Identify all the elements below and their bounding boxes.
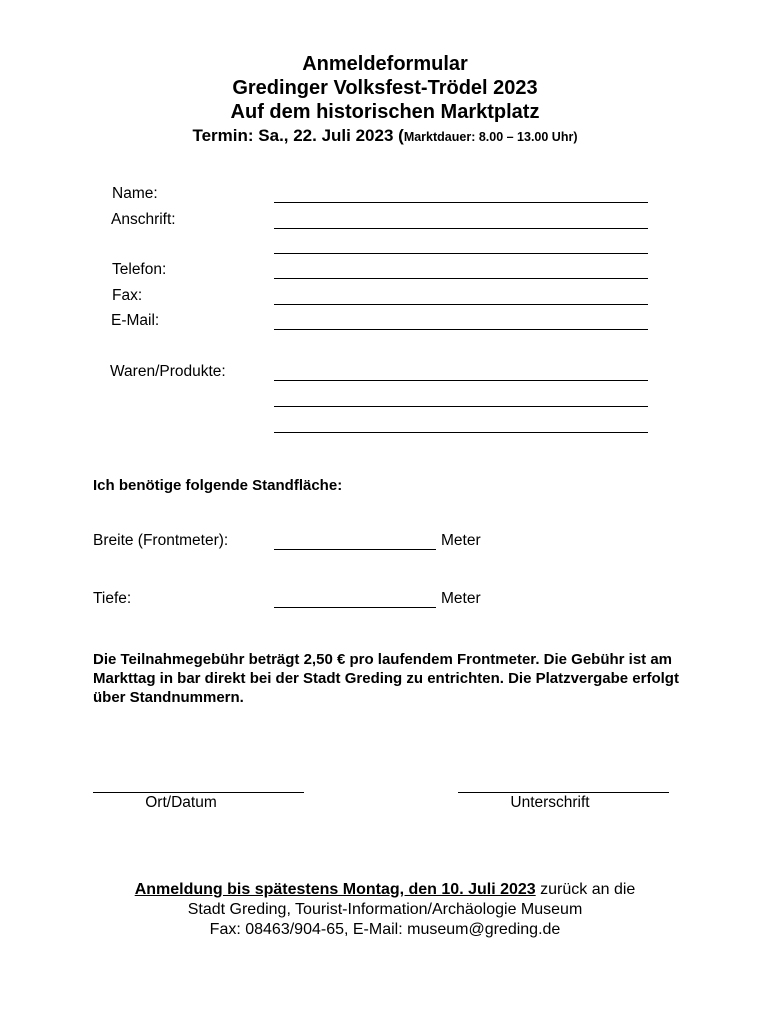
event-name: Gredinger Volksfest-Trödel 2023: [232, 77, 538, 99]
stand-size-heading: Ich benötige folgende Standfläche:: [93, 477, 343, 494]
fee-notice: Die Teilnahmegebühr beträgt 2,50 € pro laufendem Frontmeter. Die Gebühr ist am Markttag in bar direkt bei der Stadt Greding zu entrichten. Die Platzvergabe erfolgt über Standnummern.: [93, 651, 679, 706]
address-label: Anschrift:: [111, 211, 176, 228]
email-label: E-Mail:: [111, 312, 160, 329]
return-instructions: [0, 880, 770, 940]
event-location: Auf dem historischen Marktplatz: [230, 101, 540, 123]
fax-label: Fax:: [112, 287, 143, 304]
depth-label: Tiefe:: [93, 590, 132, 607]
event-date: [0, 125, 770, 148]
signature-label: Unterschrift: [510, 794, 590, 811]
deadline-text: Anmeldung bis spätestens Montag, den 10. Juli 2023: [134, 881, 536, 898]
address-field-line-2[interactable]: [274, 253, 648, 254]
deadline-line: [0, 880, 770, 900]
return-to-text: zurück an die: [535, 881, 636, 898]
place-date-label: Ort/Datum: [145, 794, 217, 811]
products-field-line-3[interactable]: [274, 432, 648, 433]
width-label: Breite (Frontmeter):: [93, 532, 229, 549]
products-field-line-1[interactable]: [274, 380, 648, 381]
phone-field[interactable]: [274, 278, 648, 279]
name-label: Name:: [112, 185, 158, 202]
depth-unit: Meter: [441, 590, 481, 607]
address-field-line-1[interactable]: [274, 228, 648, 229]
name-field[interactable]: [274, 202, 648, 203]
email-field[interactable]: [274, 329, 648, 330]
market-duration: Marktdauer: 8.00 – 13.00 Uhr): [403, 130, 578, 144]
return-address: Stadt Greding, Tourist-Information/Archäologie Museum: [187, 901, 583, 918]
depth-field[interactable]: [274, 607, 436, 608]
width-unit: Meter: [441, 532, 481, 549]
contact-info: Fax: 08463/904-65, E-Mail: museum@greding.de: [209, 921, 561, 938]
event-date-main: Termin: Sa., 22. Juli 2023 (: [192, 126, 404, 145]
form-title: Anmeldeformular: [302, 53, 468, 75]
fax-field[interactable]: [274, 304, 648, 305]
products-field-line-2[interactable]: [274, 406, 648, 407]
signature-field[interactable]: [458, 792, 669, 793]
products-label: Waren/Produkte:: [110, 363, 226, 380]
width-field[interactable]: [274, 549, 436, 550]
phone-label: Telefon:: [112, 261, 167, 278]
form-header: [0, 52, 770, 148]
place-date-field[interactable]: [93, 792, 304, 793]
